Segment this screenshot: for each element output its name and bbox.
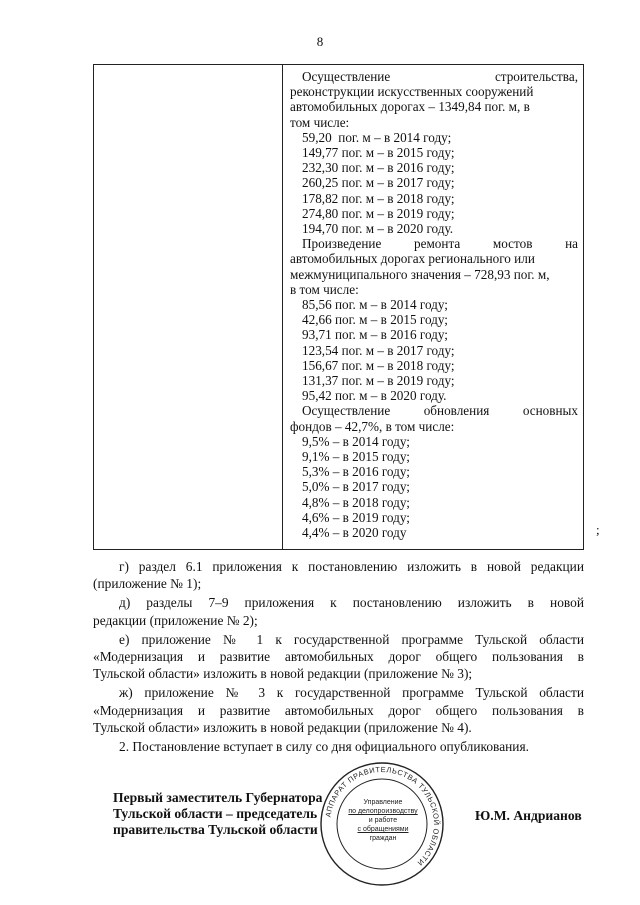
stamp-ring-text: АППАРАТ ПРАВИТЕЛЬСТВА ТУЛЬСКОЙ ОБЛАСТИ bbox=[323, 764, 442, 868]
item-e-line2: «Модернизация и развитие автомобильных дорог общего пользования в bbox=[93, 649, 584, 665]
item-zh-line2: «Модернизация и развитие автомобильных дорог общего пользования в bbox=[93, 702, 584, 718]
signatory-line: правительства Тульской области bbox=[113, 822, 318, 837]
paragraph-2: 2. Постановление вступает в силу со дня официального опубликования. bbox=[119, 739, 529, 755]
data-table bbox=[93, 64, 584, 550]
stamp-line: с обращениями bbox=[357, 826, 409, 833]
year-line: 274,80 пог. м – в 2019 году; bbox=[302, 205, 455, 221]
year-line: 5,0% – в 2017 году; bbox=[302, 479, 410, 495]
stamp-line: граждан bbox=[369, 835, 397, 842]
page-number: 8 bbox=[316, 34, 324, 49]
para3-word: Осуществление bbox=[302, 403, 391, 419]
year-line: 42,66 пог. м – в 2015 году; bbox=[302, 312, 448, 328]
stamp-line: и работе bbox=[368, 817, 398, 824]
year-line: 131,37 пог. м – в 2019 году; bbox=[302, 373, 455, 389]
para1-word: Осуществление bbox=[302, 69, 391, 84]
signatory-title bbox=[113, 790, 322, 838]
year-line: 4,8% – в 2018 году; bbox=[302, 494, 410, 510]
para2-word: мостов bbox=[492, 236, 533, 252]
year-line: 4,4% – в 2020 году bbox=[302, 525, 407, 541]
item-d-line2: редакции (приложение № 2); bbox=[93, 612, 258, 628]
signatory-name: Ю.М. Андрианов bbox=[475, 808, 582, 823]
para1-word: строительства, bbox=[494, 69, 578, 84]
item-e-line1: е) приложение № 1 к государственной программе Тульской области bbox=[119, 631, 584, 647]
para3-line1 bbox=[290, 403, 578, 418]
item-e bbox=[93, 631, 584, 683]
para3-word: обновления bbox=[423, 403, 490, 419]
year-line: 85,56 пог. м – в 2014 году; bbox=[302, 297, 448, 313]
item-zh-line3: Тульской области» изложить в новой редакции (приложение № 4). bbox=[93, 719, 472, 735]
year-line: 93,71 пог. м – в 2016 году; bbox=[302, 327, 448, 343]
signatory-line: Первый заместитель Губернатора bbox=[113, 790, 323, 805]
year-line: 156,67 пог. м – в 2018 году; bbox=[302, 357, 455, 373]
signatory-line: Тульской области – председатель bbox=[113, 806, 318, 821]
para3-line2: фондов – 42,7%, в том числе: bbox=[290, 418, 455, 434]
item-zh bbox=[93, 684, 584, 736]
year-line: 4,6% – в 2019 году; bbox=[302, 509, 410, 525]
year-line: 123,54 пог. м – в 2017 году; bbox=[302, 342, 455, 358]
year-line: 194,70 пог. м – в 2020 году. bbox=[302, 221, 454, 237]
item-g-line2: (приложение № 1); bbox=[93, 576, 202, 592]
para2-word: Произведение bbox=[302, 236, 382, 252]
item-e-line3: Тульской области» изложить в новой редакции (приложение № 3); bbox=[93, 666, 473, 682]
item-zh-line1: ж) приложение № 3 к государственной программе Тульской области bbox=[119, 685, 584, 701]
year-line: 149,77 пог. м – в 2015 году; bbox=[302, 145, 455, 161]
para1-line3: автомобильных дорогах – 1349,84 пог. м, в bbox=[290, 99, 530, 115]
para2-word: на bbox=[565, 236, 578, 252]
years2-list bbox=[290, 297, 578, 403]
year-line: 232,30 пог. м – в 2016 году; bbox=[302, 160, 455, 176]
item-g-line1: г) раздел 6.1 приложения к постановлению изложить в новой редакции bbox=[119, 559, 584, 574]
year-line: 5,3% – в 2016 году; bbox=[302, 464, 410, 480]
year-line: 260,25 пог. м – в 2017 году; bbox=[302, 175, 455, 191]
year-line: 95,42 пог. м – в 2020 году. bbox=[302, 388, 447, 404]
para1-line2: реконструкции искусственных сооружений bbox=[290, 84, 534, 100]
years1-list bbox=[290, 130, 578, 236]
year-line: 178,82 пог. м – в 2018 году; bbox=[302, 190, 455, 206]
table-right-cell bbox=[290, 69, 578, 540]
para2-line2: автомобильных дорогах регионального или bbox=[290, 251, 535, 267]
stamp-center-text bbox=[348, 798, 418, 843]
para1-line4: том числе: bbox=[290, 114, 350, 130]
para2-line3: межмуниципального значения – 728,93 пог. м, bbox=[290, 266, 550, 282]
table-trailing-semicolon: ; bbox=[596, 522, 600, 537]
item-g bbox=[93, 558, 584, 592]
para1-line1 bbox=[290, 69, 578, 84]
years3-list bbox=[290, 434, 578, 540]
para2-line1 bbox=[290, 236, 578, 251]
table-left-cell bbox=[94, 65, 282, 549]
item-d bbox=[93, 594, 584, 628]
stamp-line: по делопроизводству bbox=[348, 808, 418, 815]
year-line: 9,1% – в 2015 году; bbox=[302, 449, 410, 465]
year-line: 9,5% – в 2014 году; bbox=[302, 433, 410, 449]
para2-line4: в том числе: bbox=[290, 281, 359, 297]
stamp-line: Управление bbox=[363, 799, 403, 806]
amendment-items bbox=[93, 558, 584, 757]
para2-word: ремонта bbox=[414, 236, 461, 252]
table-column-divider bbox=[282, 65, 283, 549]
year-line: 59,20 пог. м – в 2014 году; bbox=[302, 129, 452, 145]
item-d-line1: д) разделы 7–9 приложения к постановлению изложить в новой bbox=[119, 595, 584, 611]
para3-word: основных bbox=[522, 403, 578, 419]
